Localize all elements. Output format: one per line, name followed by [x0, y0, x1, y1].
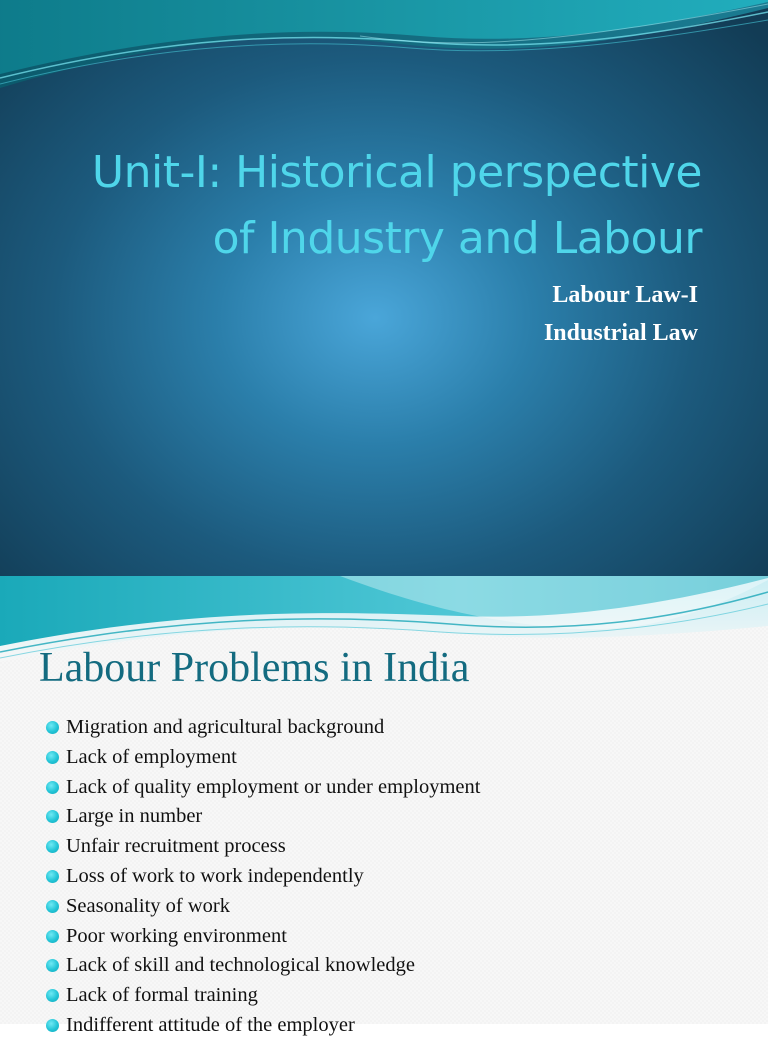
bullet-icon — [46, 1019, 59, 1032]
slide-title-line-1: Unit-I: Historical perspective — [91, 147, 702, 198]
list-item — [46, 951, 480, 981]
list-item — [46, 1011, 480, 1041]
list-item — [46, 981, 480, 1011]
bullet-list — [46, 713, 480, 1041]
slide-title: Labour Problems in India — [39, 645, 470, 691]
list-item-text: Migration and agricultural background — [66, 716, 385, 738]
bullet-icon — [46, 751, 59, 764]
bullet-icon — [46, 930, 59, 943]
bullet-icon — [46, 721, 59, 734]
list-item-text: Indifferent attitude of the employer — [66, 1013, 355, 1036]
list-item-text: Lack of skill and technological knowledge — [66, 954, 415, 977]
bullet-icon — [46, 870, 59, 883]
bullet-icon — [46, 959, 59, 972]
list-item-text: Poor working environment — [66, 924, 287, 947]
wave-decoration-top — [0, 0, 768, 100]
list-item-text: Seasonality of work — [66, 894, 230, 917]
list-item — [46, 892, 480, 922]
list-item — [46, 802, 480, 832]
list-item — [46, 773, 480, 803]
list-item — [46, 832, 480, 862]
bullet-icon — [46, 900, 59, 913]
subtitle-line-1: Labour Law-I — [552, 282, 698, 308]
list-item — [46, 743, 480, 773]
bullet-icon — [46, 781, 59, 794]
bullet-icon — [46, 840, 59, 853]
list-item-text: Lack of formal training — [66, 984, 258, 1007]
list-item — [46, 713, 480, 743]
bullet-icon — [46, 810, 59, 823]
list-item-text: Lack of employment — [66, 745, 237, 768]
list-item-text: Unfair recruitment process — [66, 835, 286, 858]
slide-title-line-2: of Industry and Labour — [212, 213, 702, 264]
list-item-text: Large in number — [66, 805, 203, 828]
list-item — [46, 922, 480, 952]
content-slide — [0, 576, 768, 1036]
bullet-icon — [46, 989, 59, 1002]
slide-subtitle — [544, 276, 698, 352]
subtitle-line-2: Industrial Law — [543, 320, 698, 346]
list-item-text: Lack of quality employment or under employment — [66, 775, 481, 798]
list-item — [46, 862, 480, 892]
list-item-text: Loss of work to work independently — [66, 864, 364, 887]
slide-title — [12, 140, 702, 272]
